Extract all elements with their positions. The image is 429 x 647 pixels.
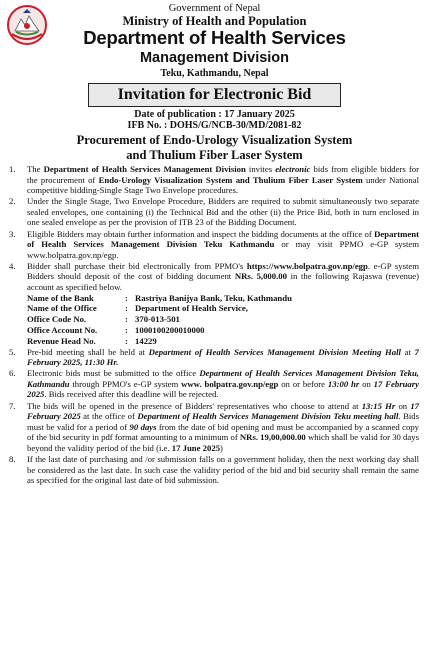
list-item: 2. Under the Single Stage, Two Envelope Procedure, Bidders are required to submit simultaneously two separate sealed envelopes, one containing (i) the Technical Bid and the other (ii) the Price Bid, both in turn enclosed in one sealed envelope as per the provision of ITB 23 of the Bidding Document. — [9, 196, 419, 228]
notice-body — [6, 164, 419, 486]
bank-details — [6, 293, 419, 347]
bank-row: Office Code No. : 370-013-501 — [27, 314, 180, 325]
bank-row: Name of the Office : Department of Health Service, — [27, 303, 248, 314]
list-item: 1. The Department of Health Services Management Division invites electronic bids from eligible bidders for the procurement of Endo-Urology Visualization System and Thulium Fiber Laser System under National competitive bidding-Single Stage Two Envelope procedures. — [9, 164, 420, 196]
list-item: 8. If the last date of purchasing and /or submission falls on a government holiday, then the next working day shall be considered as the last date. In such case the validity period of the bid and bid security shall remain the same as specified for the original last date of bid submission. — [9, 454, 419, 486]
procurement-title-line1: Procurement of Endo-Urology Visualization System — [76, 133, 353, 147]
bank-row: Revenue Head No. : 14229 — [27, 335, 157, 346]
publication-date: Date of publication : 17 January 2025 — [134, 109, 295, 120]
department-name: Department of Health Services — [83, 27, 346, 48]
bank-row: Name of the Bank : Rastriya Banijya Bank, Teku, Kathmandu — [27, 292, 292, 303]
procurement-title-line2: and Thulium Fiber Laser System — [126, 148, 303, 162]
bank-row: Office Account No. : 1000100200010000 — [27, 325, 205, 336]
government-label: Government of Nepal — [168, 3, 261, 14]
list-item: 7. The bids will be opened in the presence of Bidders' representatives who choose to attend at 13:15 Hr on 17 February 2025 at the office of Department of Health Services Management Division Teku meeting hall. Bids must be valid for a period of 90 days from the date of bid opening and must be accompanied by a scanned copy of the bid security in pdf format amounting to a minimum of NRs. 19,00,000.00 which shall be valid for 30 days beyond the validity period of the bid (i.e. 17 June 2025) — [9, 400, 420, 453]
list-item: 3. Eligible Bidders may obtain further information and inspect the bidding documents at the office of Department of Health Services Management Division Teku Kathmandu or may visit PPMO e-GP system www.bolpatra.gov.np/egp. — [9, 228, 419, 260]
ministry-name: Ministry of Health and Population — [122, 14, 307, 28]
notice-title: Invitation for Electronic Bid — [88, 83, 341, 107]
list-item: 5. Pre-bid meeting shall be held at Department of Health Services Management Division Meeting Hall at 7 February 2025, 11:30 Hr. — [9, 346, 419, 368]
division-name: Management Division — [139, 50, 290, 66]
office-address: Teku, Kathmandu, Nepal — [160, 68, 269, 79]
ifb-number: IFB No. : DOHS/G/NCB-30/MD/2081-82 — [127, 120, 302, 131]
list-item: 6. Electronic bids must be submitted to the office Department of Health Services Management Division Teku, Kathmandu through PPMO's e-GP system www. bolpatra.gov.np/egp on or before 13:00 hr on 17 February 2025. Bids received after this deadline will be rejected. — [9, 368, 419, 400]
list-item: 4. Bidder shall purchase their bid electronically from PPMO's https://www.bolpatra.gov.np/egp. e-GP system Bidders should deposit of the cost of bidding document NRs. 5,000.00 in the following Rajaswa (revenue) account as specified below. — [9, 260, 419, 293]
